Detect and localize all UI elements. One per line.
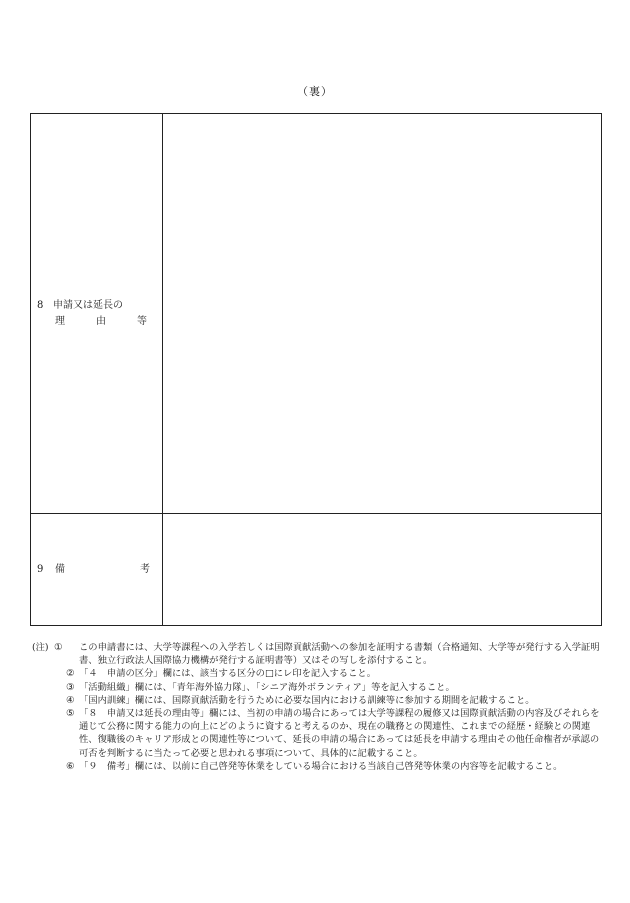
note-text: 「国内訓練」欄には、国際貢献活動を行うために必要な国内における訓練等に参加する期間を記載すること。 (79, 694, 535, 706)
note-text: 「８ 申請又は延長の理由等」欄には、当初の申請の場合にあっては大学等課程の履修又は国際貢献活動の内容及びそれらを通じて公務に関する能力の向上にどのように資すると考えるのか、現在の職務との関連性、これまでの経歴・経験との関連性、復職後のキャリア形成との関連性等について、延長の申請の場合にあっては延長を申請する理由その他任命権者が承認の可否を判断するに当たって必要と思われる事項について、具体的に記載すること。 (79, 708, 600, 759)
reason-input-cell[interactable] (163, 114, 602, 514)
reason-label-line2 (55, 314, 147, 330)
reason-label-text: 申請又は延長の (53, 299, 123, 311)
note-text: 「活動組織」欄には、「青年海外協力隊」、「シニア海外ボランティア」等を記入すること。 (79, 681, 455, 693)
reason-number: 8 (37, 299, 44, 311)
note-mark: ③ (66, 681, 75, 693)
note-item (32, 760, 607, 773)
note-text: 「９ 備考」欄には、以前に自己啓発等休業をしている場合における当該自己啓発等休業の内容等を記載すること。 (79, 760, 563, 772)
notes-heading: (注) (32, 642, 49, 653)
note-mark: ① (54, 642, 63, 653)
note-mark: ② (66, 668, 75, 680)
remarks-label (55, 562, 150, 578)
page-side-label: （裏） (297, 85, 333, 98)
note-mark: ④ (66, 694, 75, 706)
reason-label-cell (31, 114, 163, 514)
note-mark: ⑤ (66, 708, 75, 720)
remarks-label-cell (31, 514, 163, 626)
remarks-number: 9 (37, 563, 44, 575)
note-item (32, 667, 607, 680)
note-mark: ⑥ (66, 760, 75, 772)
reason-label-char: 由 (96, 315, 106, 327)
reason-label-char: 等 (137, 315, 147, 327)
note-item (32, 641, 607, 667)
note-item (32, 694, 607, 707)
notes-section (32, 641, 607, 773)
reason-label-char: 理 (55, 315, 65, 327)
note-text: この申請書には、大学等課程への入学若しくは国際貢献活動への参加を証明する書類（合格通知、大学等が発行する入学証明書、独立行政法人国際協力機構が発行する証明書等）又はその写しを添付すること。 (79, 642, 600, 667)
note-text: 「４ 申請の区分」欄には、該当する区分の□にレ印を記入すること。 (79, 668, 376, 680)
remarks-input-cell[interactable] (163, 514, 602, 626)
note-item (32, 681, 607, 694)
reason-row (31, 114, 602, 514)
remarks-label-char: 備 (55, 563, 65, 575)
remarks-row (31, 514, 602, 626)
note-item (32, 707, 607, 760)
remarks-label-char: 考 (140, 563, 150, 575)
application-form-table (30, 113, 602, 626)
reason-label-line1 (37, 298, 162, 314)
